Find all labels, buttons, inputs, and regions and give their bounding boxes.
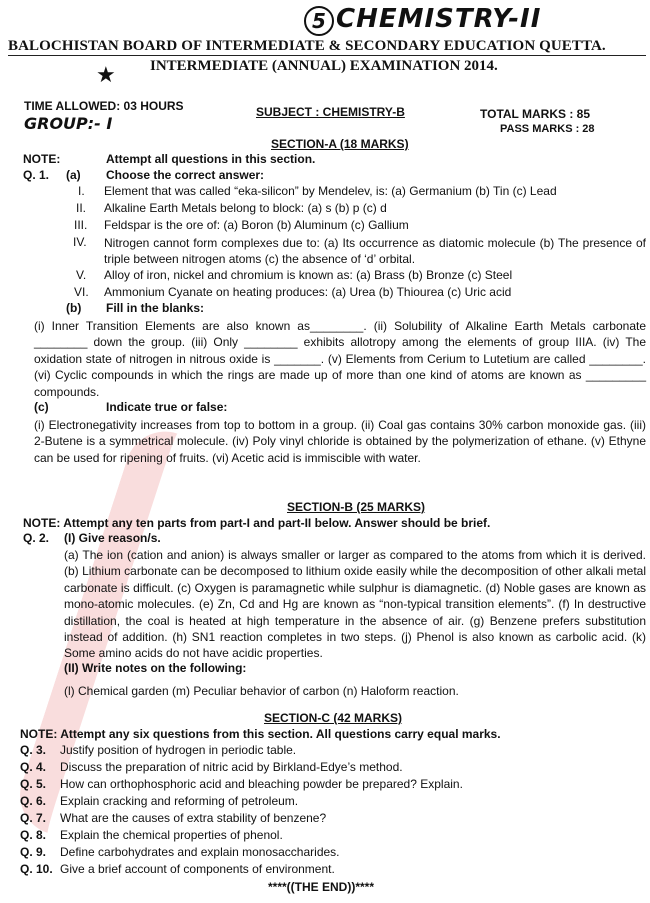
mcq-text: Ammonium Cyanate on heating produces: (a) Urea (b) Thiourea (c) Uric acid xyxy=(104,285,512,299)
question-text: Justify position of hydrogen in periodic table. xyxy=(60,743,297,757)
section-b-note: NOTE: Attempt any ten parts from part-I and part-II below. Answer should be brief. xyxy=(23,516,491,530)
handwritten-title: CHEMISTRY-II xyxy=(336,4,542,34)
exam-title: INTERMEDIATE (ANNUAL) EXAMINATION 2014. xyxy=(150,58,498,74)
question-number: Q. 6. xyxy=(20,794,47,808)
part-a-label: (a) xyxy=(66,168,81,182)
question-text: Define carbohydrates and explain monosaccharides. xyxy=(60,845,340,859)
section-b-title: SECTION-B (25 MARKS) xyxy=(287,500,426,514)
question-number: Q. 3. xyxy=(20,743,47,757)
mcq-number: IV. xyxy=(73,235,87,249)
question-text: What are the causes of extra stability of benzene? xyxy=(60,811,327,825)
notes-text: (l) Chemical garden (m) Peculiar behavior of carbon (n) Haloform reaction. xyxy=(64,684,459,698)
question-2-label: Q. 2. xyxy=(23,531,50,545)
star-icon: ★ xyxy=(96,62,116,87)
question-number: Q. 4. xyxy=(20,760,47,774)
question-number: Q. 5. xyxy=(20,777,47,791)
question-number: Q. 7. xyxy=(20,811,47,825)
mcq-number: VI. xyxy=(74,285,89,299)
give-reasons-text: (a) The ion (cation and anion) is always smaller or larger as compared to the atoms from which it is derived. (b) Lithium carbonate can be decomposed to lithium oxide easily while the decomposition of other alkali metal carbonate is difficult. (c) Oxygen is paramagnetic while sulphur is diamagnetic. (d) Noble gases are known as mono-atomic molecules. (e) Zn, Cd and Hg are known as “non-typical transition elements”. (f) In destructive distillation, the coal is heated at high temperature in the absence of air. (g) Benzene prefers substitution instead of addition. (h) SN1 reaction completes in two steps. (j) Phenol is also known as carbolic acid. (k) Some amino acids do not have acidic properties. xyxy=(64,548,646,661)
question-text: Give a brief account of components of environment. xyxy=(60,862,335,876)
mcq-number: III. xyxy=(74,218,88,232)
section-a-title: SECTION-A (18 MARKS) xyxy=(271,137,409,151)
mcq-text: Alkaline Earth Metals belong to block: (a) s (b) p (c) d xyxy=(104,201,387,215)
subject: SUBJECT : CHEMISTRY-B xyxy=(256,105,405,119)
question-number: Q. 10. xyxy=(20,862,53,876)
group-label: GROUP:- I xyxy=(24,114,113,133)
board-name: BALOCHISTAN BOARD OF INTERMEDIATE & SECONDARY EDUCATION QUETTA. xyxy=(8,38,606,54)
mcq-text: Element that was called “eka-silicon” by Mendelev, is: (a) Germanium (b) Tin (c) Lead xyxy=(104,184,557,198)
part-c-title: Indicate true or false: xyxy=(106,400,228,414)
part-a-title: Choose the correct answer: xyxy=(106,168,265,182)
note-text: Attempt all questions in this section. xyxy=(106,152,316,166)
mcq-text: Feldspar is the ore of: (a) Boron (b) Aluminum (c) Gallium xyxy=(104,218,409,232)
end-marker: ****((THE END))**** xyxy=(268,880,375,894)
pass-marks: PASS MARKS : 28 xyxy=(500,123,595,135)
total-marks: TOTAL MARKS : 85 xyxy=(480,107,591,121)
mcq-number: II. xyxy=(76,201,87,215)
question-text: Discuss the preparation of nitric acid by Birkland-Edye’s method. xyxy=(60,760,403,774)
true-false-text: (i) Electronegativity increases from top to bottom in a group. (ii) Coal gas contains 30% carbon monoxide gas. (iii) 2-Butene is a symmetrical molecule. (iv) Poly vinyl chloride is obtained by the polymerization of ethane. (v) Ethyne can be used for ripening of fruits. (vi) Acetic acid is immiscible with water. xyxy=(34,418,646,465)
mcq-number: I. xyxy=(78,184,85,198)
section-c-title: SECTION-C (42 MARKS) xyxy=(264,711,403,725)
question-number: Q. 8. xyxy=(20,828,47,842)
part-c-label: (c) xyxy=(34,400,49,414)
mcq-text: Alloy of iron, nickel and chromium is known as: (a) Brass (b) Bronze (c) Steel xyxy=(104,268,513,282)
handwritten-number: 5 xyxy=(304,6,334,36)
part-i-title: (I) Give reason/s. xyxy=(64,531,161,545)
part-b-label: (b) xyxy=(66,301,82,315)
question-text: How can orthophosphoric acid and bleaching powder be prepared? Explain. xyxy=(60,777,463,791)
question-text: Explain cracking and reforming of petroleum. xyxy=(60,794,299,808)
question-number: Q. 9. xyxy=(20,845,47,859)
mcq-text: Nitrogen cannot form complexes due to: (a) Its occurrence as diatomic molecule (b) The presence of triple between nitrogen atoms (c) the absence of ‘d’ orbital. xyxy=(104,236,646,267)
note-label: NOTE: xyxy=(23,152,61,166)
section-c-note: NOTE: Attempt any six questions from this section. All questions carry equal marks. xyxy=(20,727,501,741)
mcq-number: V. xyxy=(76,268,87,282)
time-allowed: TIME ALLOWED: 03 HOURS xyxy=(24,99,184,113)
part-b-title: Fill in the blanks: xyxy=(106,301,205,315)
question-text: Explain the chemical properties of phenol. xyxy=(60,828,283,842)
question-1-label: Q. 1. xyxy=(23,168,50,182)
fill-blanks-text: (i) Inner Transition Elements are also known as________. (ii) Solubility of Alkaline Earth Metals carbonate ________ down the group. (iii) Only ________ exhibits allotropy among the elements of group IIIA. (iv) The oxidation state of nitrogen in nitrous oxide is _______. (v) Elements from Cerium to Lutetium are called ________. (vi) Cyclic compounds in which the rings are made up of more than one kind of atoms are known as _________ compounds. xyxy=(34,319,646,399)
header-rule xyxy=(8,55,646,56)
part-ii-title: (II) Write notes on the following: xyxy=(64,661,247,675)
